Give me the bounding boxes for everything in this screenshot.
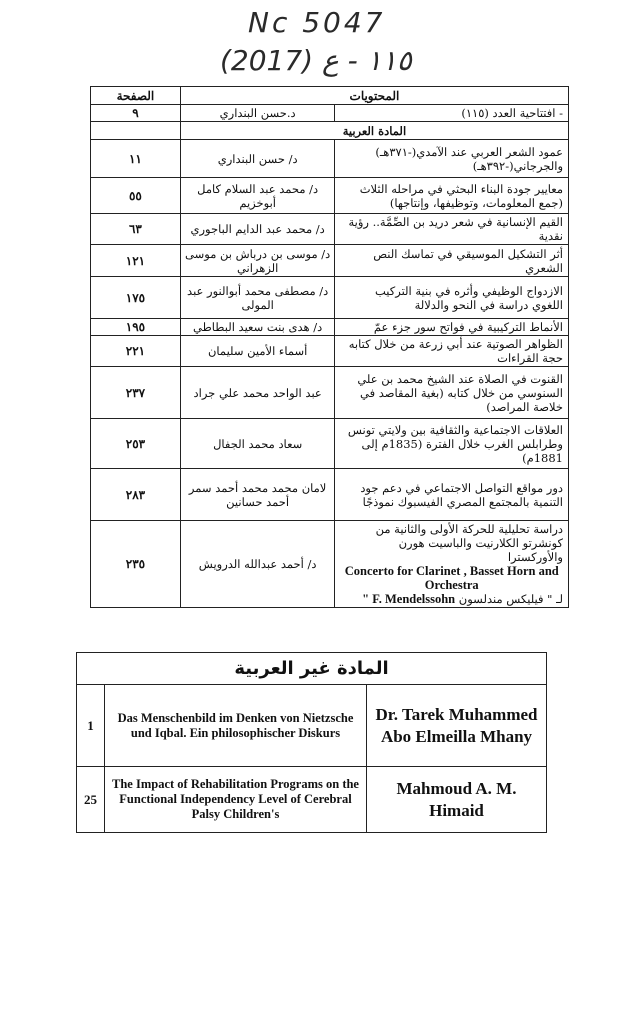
table-row: [77, 685, 547, 767]
article-page: ٢٨٣: [91, 469, 181, 521]
article-author: سعاد محمد الجفال: [180, 419, 335, 469]
article-author: د/ هدى بنت سعيد البطاطي: [180, 319, 335, 336]
foreign-contents-table: [76, 652, 547, 833]
article-title-arabic: دراسة تحليلية للحركة الأولى والثانية من كونشرتو الكلارنيت والباسيت هورن والأوركسترا: [375, 522, 563, 564]
article-page: ١٩٥: [91, 319, 181, 336]
table-row: [91, 140, 569, 178]
article-title: الازدواج الوظيفي وأثره في بنية التركيب اللغوي دراسة في النحو والدلالة: [335, 277, 569, 319]
article-title: دور مواقع التواصل الاجتماعي في دعم جود التنمية بالمجتمع المصري الفيسبوك نموذجًا: [335, 469, 569, 521]
article-author: د/ أحمد عبدالله الدرويش: [180, 521, 335, 608]
article-page: ٥٥: [91, 178, 181, 214]
article-author: عبد الواحد محمد علي جراد: [180, 367, 335, 419]
table-row: [91, 277, 569, 319]
article-author: لامان محمد محمد أحمد سمر أحمد حسانين: [180, 469, 335, 521]
article-page: ٢٣٥: [91, 521, 181, 608]
article-title: عمود الشعر العربي عند الآمدي(-٣٧١هـ) والجرجاني(-٣٩٢هـ): [335, 140, 569, 178]
article-title: أثر التشكيل الموسيقي في تماسك النص الشعري: [335, 245, 569, 277]
article-page: 1: [77, 685, 105, 767]
contents-table: [90, 86, 569, 608]
article-title-arabic-end: لـ " فيليكس مندلسون: [458, 592, 563, 606]
article-page: 25: [77, 767, 105, 833]
foreign-section-title: المادة غير العربية: [77, 653, 547, 685]
table-row: [91, 245, 569, 277]
article-author: د/ محمد عبد السلام كامل أبوخزيم: [180, 178, 335, 214]
article-author: Mahmoud A. M. Himaid: [367, 767, 547, 833]
contents-header-row: [91, 87, 569, 105]
page-header: الصفحة: [91, 87, 181, 105]
article-author: أسماء الأمين سليمان: [180, 336, 335, 367]
article-author: د/ محمد عبد الدايم الباجوري: [180, 214, 335, 245]
article-author: د/ مصطفى محمد أبوالنور عبد المولى: [180, 277, 335, 319]
article-title: القنوت في الصلاة عند الشيخ محمد بن علي السنوسي من خلال كتابه (بغية المقاصد في خلاصة المراصد): [335, 367, 569, 419]
table-row: [91, 319, 569, 336]
article-title-latin: Concerto for Clarinet , Basset Horn and Orchestra: [344, 564, 559, 592]
article-page: ١١: [91, 140, 181, 178]
contents-header: المحتويات: [180, 87, 568, 105]
table-row: [91, 178, 569, 214]
handwritten-catalog-number: Nc 5047: [248, 6, 386, 39]
section-row: [91, 122, 569, 140]
article-title: - افتتاحية العدد (١١٥): [335, 105, 569, 122]
article-page: ٢٥٣: [91, 419, 181, 469]
article-author: د/ حسن البنداري: [180, 140, 335, 178]
table-row: [91, 521, 569, 608]
table-row: [91, 336, 569, 367]
article-page: ٢٢١: [91, 336, 181, 367]
table-row: [77, 767, 547, 833]
table-row: [91, 469, 569, 521]
article-title-latin-end: F. Mendelssohn ": [362, 592, 456, 606]
article-author: د/ موسى بن درباش بن موسى الزهراني: [180, 245, 335, 277]
article-title: العلاقات الاجتماعية والثقافية بين ولايتي تونس وطرابلس الغرب خلال الفترة (1835م إلى 1881م): [335, 419, 569, 469]
table-row: [91, 214, 569, 245]
table-row: [91, 105, 569, 122]
handwritten-issue-note: (2017) ١١٥ - ع: [220, 44, 412, 77]
article-title: الأنماط التركيبية في فواتح سور جزء عمّ: [335, 319, 569, 336]
article-title: [335, 521, 569, 608]
article-title: معايير جودة البناء البحثي في مراحله الثلاث (جمع المعلومات، وتوظيفها، وإنتاجها): [335, 178, 569, 214]
article-title: القيم الإنسانية في شعر دريد بن الصِّمَّة.. رؤية نقدية: [335, 214, 569, 245]
article-title: The Impact of Rehabilitation Programs on the Functional Independency Level of Cerebral Palsy Children's: [105, 767, 367, 833]
article-page: ١٧٥: [91, 277, 181, 319]
article-title: الظواهر الصوتية عند أبي زرعة من خلال كتابه حجة القراءات: [335, 336, 569, 367]
article-page: ١٢١: [91, 245, 181, 277]
article-page: ٢٣٧: [91, 367, 181, 419]
article-page: ٩: [91, 105, 181, 122]
table-row: [91, 367, 569, 419]
article-author: Dr. Tarek Muhammed Abo Elmeilla Mhany: [367, 685, 547, 767]
article-page: ٦٣: [91, 214, 181, 245]
article-author: د.حسن البنداري: [180, 105, 335, 122]
section-title: المادة العربية: [180, 122, 568, 140]
article-title: Das Menschenbild im Denken von Nietzsche und Iqbal. Ein philosophischer Diskurs: [105, 685, 367, 767]
table-row: [91, 419, 569, 469]
foreign-header-row: [77, 653, 547, 685]
